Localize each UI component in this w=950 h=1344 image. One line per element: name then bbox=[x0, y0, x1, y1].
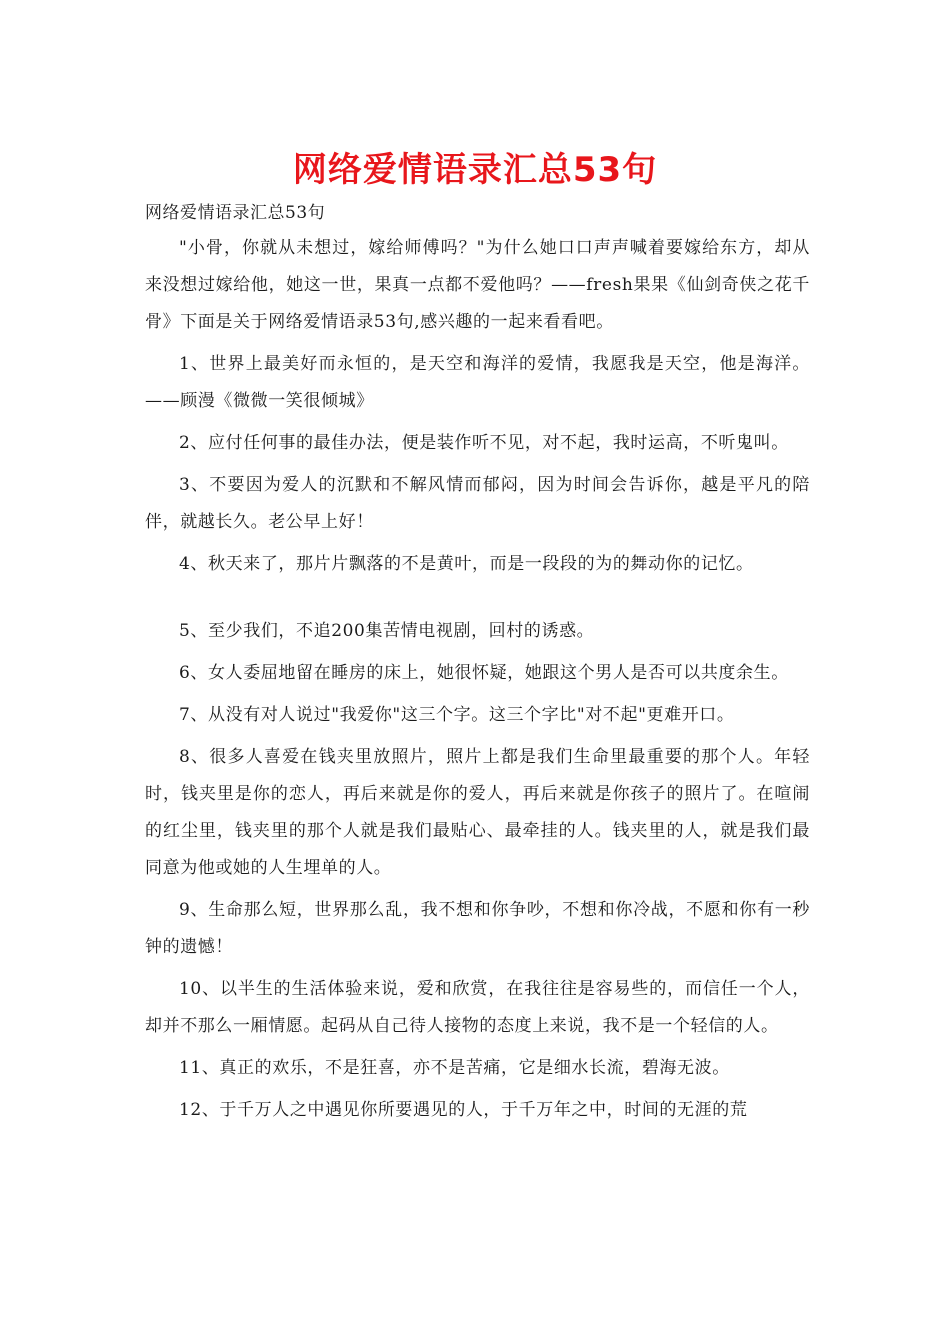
intro-paragraph: "小骨，你就从未想过，嫁给师傅吗？"为什么她口口声声喊着要嫁给东方，却从来没想过嫁给他，她这一世，果真一点都不爱他吗？——fresh果果《仙剑奇侠之花千骨》下面是关于网络爱情语录53句,感兴趣的一起来看看吧。 bbox=[145, 238, 810, 332]
quote-item-4: 4、秋天来了，那片片飘落的不是黄叶，而是一段段的为的舞动你的记忆。 bbox=[179, 554, 754, 574]
quote-item-3: 3、不要因为爱人的沉默和不解风情而郁闷，因为时间会告诉你，越是平凡的陪伴，就越长久。老公早上好！ bbox=[145, 475, 810, 532]
quote-item-9: 9、生命那么短，世界那么乱，我不想和你争吵，不想和你冷战，不愿和你有一秒钟的遗憾！ bbox=[145, 900, 810, 957]
quote-item-1: 1、世界上最美好而永恒的，是天空和海洋的爱情，我愿我是天空，他是海洋。——顾漫《微微一笑很倾城》 bbox=[145, 354, 810, 411]
quote-item-11: 11、真正的欢乐，不是狂喜，亦不是苦痛，它是细水长流，碧海无波。 bbox=[179, 1058, 730, 1078]
document-title: 网络爱情语录汇总53句 bbox=[292, 150, 658, 190]
quote-item-8: 8、很多人喜爱在钱夹里放照片，照片上都是我们生命里最重要的那个人。年轻时，钱夹里是你的恋人，再后来就是你的爱人，再后来就是你孩子的照片了。在喧闹的红尘里，钱夹里的那个人就是我们最贴心、最牵挂的人。钱夹里的人，就是我们最同意为他或她的人生埋单的人。 bbox=[145, 747, 810, 878]
quote-item-2: 2、应付任何事的最佳办法，便是装作听不见，对不起，我时运高，不听鬼叫。 bbox=[179, 433, 789, 453]
quote-item-10: 10、以半生的生活体验来说，爱和欣赏，在我往往是容易些的，而信任一个人，却并不那么一厢情愿。起码从自己待人接物的态度上来说，我不是一个轻信的人。 bbox=[145, 979, 810, 1036]
quote-item-6: 6、女人委屈地留在睡房的床上，她很怀疑，她跟这个男人是否可以共度余生。 bbox=[179, 663, 789, 683]
document-body bbox=[145, 197, 810, 1134]
document-subtitle: 网络爱情语录汇总53句 bbox=[145, 203, 326, 223]
quote-item-12: 12、于千万人之中遇见你所要遇见的人，于千万年之中，时间的无涯的荒 bbox=[179, 1100, 748, 1120]
quote-item-7: 7、从没有对人说过"我爱你"这三个字。这三个字比"对不起"更难开口。 bbox=[179, 705, 735, 725]
quote-item-5: 5、至少我们，不追200集苦情电视剧，回村的诱惑。 bbox=[179, 621, 595, 641]
